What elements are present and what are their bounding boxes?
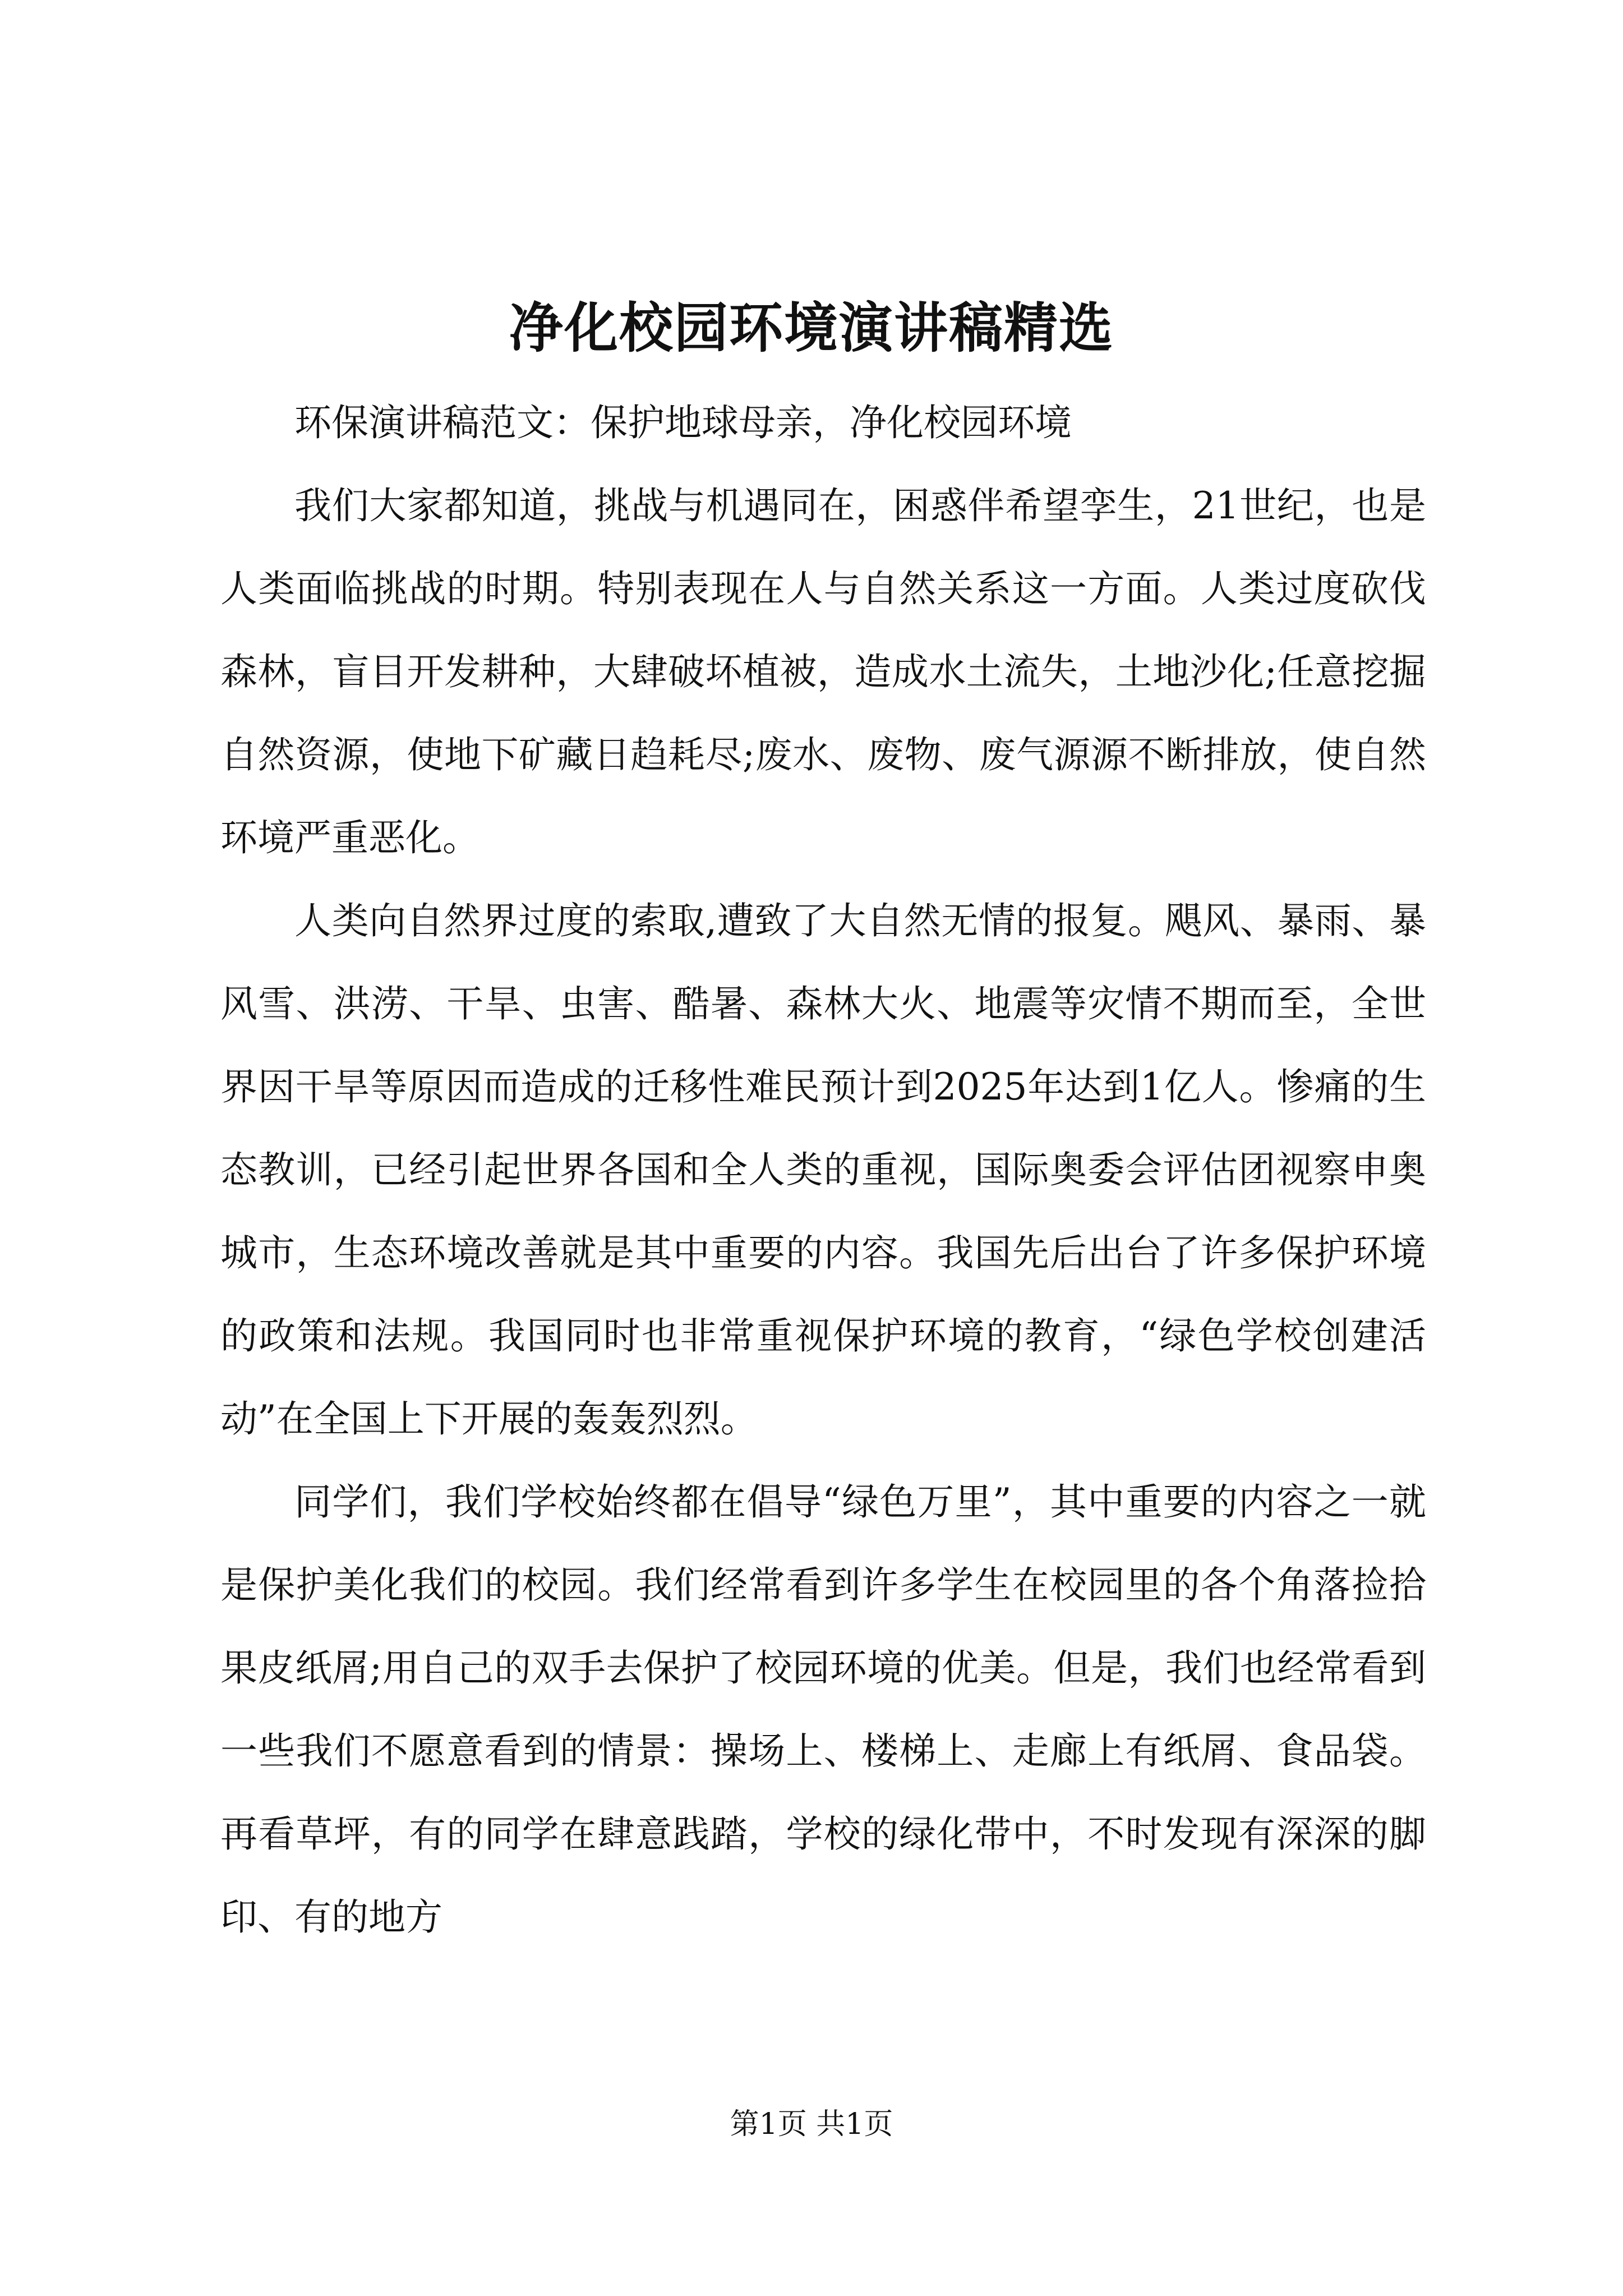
page-footer: 第1页 共1页 bbox=[730, 2108, 893, 2141]
subtitle-paragraph: 环保演讲稿范文：保护地球母亲，净化校园环境 bbox=[294, 401, 1072, 444]
body-paragraph: 人类向自然界过度的索取,遭致了大自然无情的报复。飓风、暴雨、暴风雪、洪涝、干旱、虫害、酷暑、森林大火、地震等灾情不期而至，全世界因干旱等原因而造成的迁移性难民预计到2025年达到1亿人。惨痛的生态教训，已经引起世界各国和全人类的重视，国际奥委会评估团视察申奥城市，生态环境改善就是其中重要的内容。我国先后出台了许多保护环境的政策和法规。我国同时也非常重视保护环境的教育，“绿色学校创建活动”在全国上下开展的轰轰烈烈。 bbox=[220, 899, 1426, 1441]
document-title: 净化校园环境演讲稿精选 bbox=[509, 296, 1114, 360]
document-body bbox=[220, 381, 1426, 1959]
body-paragraph: 同学们，我们学校始终都在倡导“绿色万里”，其中重要的内容之一就是保护美化我们的校园。我们经常看到许多学生在校园里的各个角落捡拾果皮纸屑;用自己的双手去保护了校园环境的优美。但是，我们也经常看到一些我们不愿意看到的情景：操场上、楼梯上、走廊上有纸屑、食品袋。再看草坪，有的同学在肆意践踏，学校的绿化带中，不时发现有深深的脚印、有的地方 bbox=[220, 1480, 1426, 1939]
body-paragraph: 我们大家都知道，挑战与机遇同在，困惑伴希望孪生，21世纪，也是人类面临挑战的时期。特别表现在人与自然关系这一方面。人类过度砍伐森林，盲目开发耕种，大肆破坏植被，造成水土流失，土地沙化;任意挖掘自然资源，使地下矿藏日趋耗尽;废水、废物、废气源源不断排放，使自然环境严重恶化。 bbox=[220, 484, 1426, 859]
